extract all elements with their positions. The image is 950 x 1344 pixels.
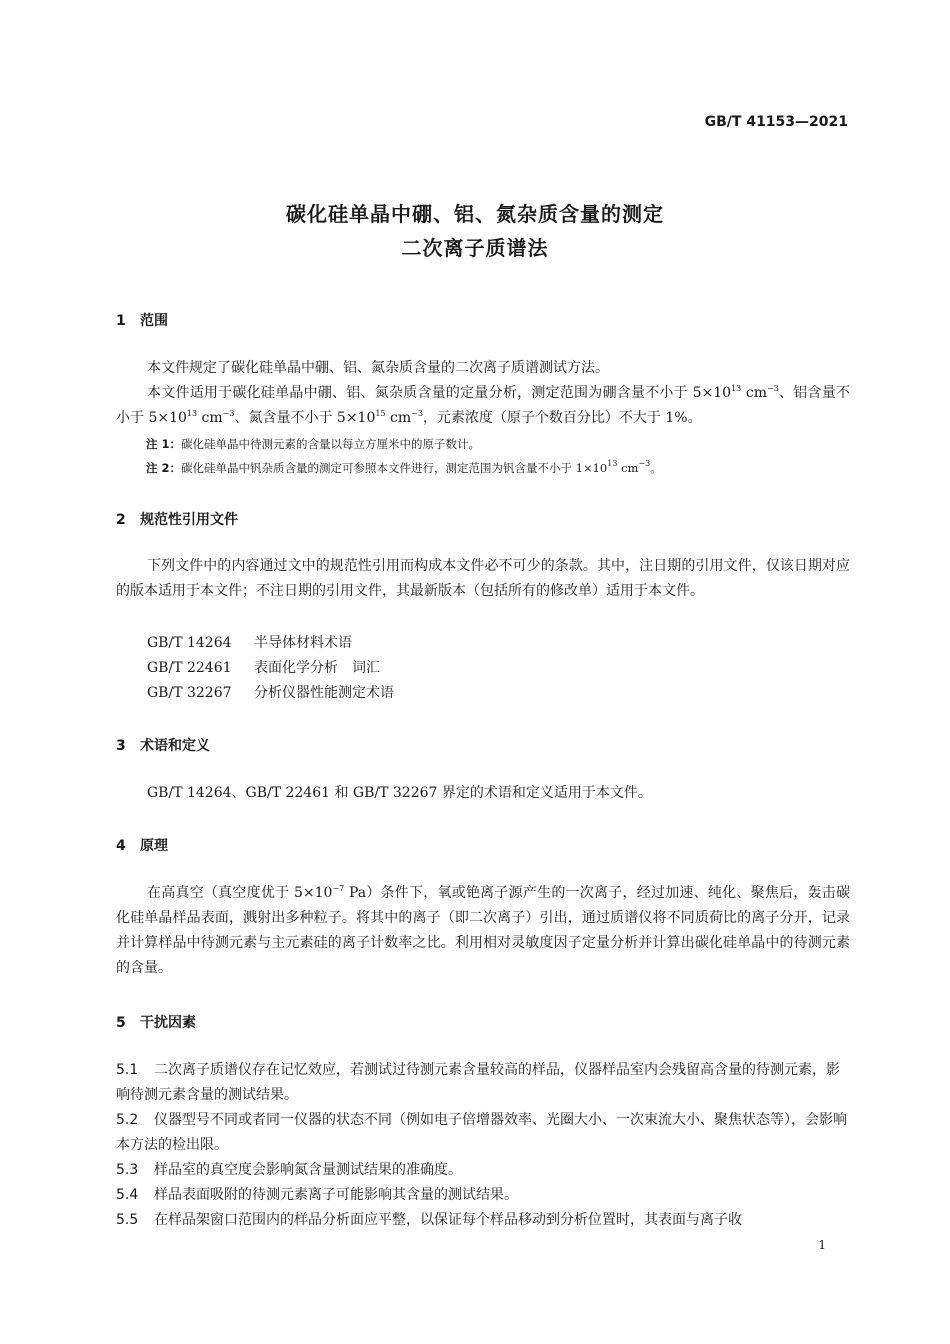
terms-paragraph: GB/T 14264、GB/T 22461 和 GB/T 32267 界定的术语和定义适用于本文件。 — [147, 785, 652, 801]
section-5-heading — [116, 1012, 196, 1032]
section-3-heading — [116, 735, 210, 755]
section-number: 3 — [116, 738, 126, 754]
clause-number: 5.4 — [116, 1187, 139, 1203]
reference-item — [147, 657, 380, 677]
clause-text: 二次离子质谱仪存在记忆效应，若测试过待测元素含量较高的样品，仪器样品室内会残留高含量的待测元素，影响待测元素含量的测试结果。 — [116, 1062, 840, 1103]
clause-number: 5.2 — [116, 1112, 139, 1128]
clause-text: 样品表面吸附的待测元素离子可能影响其含量的测试结果。 — [154, 1187, 518, 1203]
clause-text: 在样品架窗口范围内的样品分析面应平整，以保证每个样品移动到分析位置时，其表面与离子收 — [154, 1212, 742, 1228]
note-2: 注 2：碳化硅单晶中钒杂质含量的测定可参照本文件进行，测定范围为钒含量不小于 $1\times 10^{13}$ $cm^{-3}$。 — [146, 459, 662, 475]
standard-code: GB/T 41153—2021 — [704, 114, 848, 130]
section-title: 术语和定义 — [140, 738, 210, 754]
reference-code: GB/T 32267 — [147, 685, 232, 701]
section-number: 2 — [116, 512, 126, 528]
clause-number: 5.3 — [116, 1162, 139, 1178]
scope-paragraph-2: 本文件适用于碳化硅单晶中硼、铝、氮杂质含量的定量分析，测定范围为硼含量不小于 $5\times 10^{13}$ $cm^{-3}$、铝含量不小于 $5\times 10^{13}$ $cm^{-3}$、氮含量不小于 $5\times 10^{15}$ $cm^{-3}$，元素浓度（原子个数百分比）不大于 1%。 — [116, 384, 850, 426]
clause-number: 5.5 — [116, 1212, 139, 1228]
principle-paragraph: 在高真空（真空度优于 $5\times 10^{-7}$ Pa）条件下，氧或铯离子源产生的一次离子，经过加速、纯化、聚焦后，轰击碳化硅单晶样品表面，溅射出多种粒子。将其中的离子（即二次离子）引出，通过质谱仪将不同质荷比的离子分开，记录并计算样品中待测元素与主元素硅的离子计数率之比。利用相对灵敏度因子定量分析并计算出碳化硅单晶中的待测元素的含量。 — [116, 884, 850, 976]
section-2-heading — [116, 509, 238, 529]
clause-5-5 — [116, 1208, 850, 1233]
reference-item — [147, 682, 394, 702]
clause-5-3 — [116, 1158, 850, 1183]
scope-paragraph-1: 本文件规定了碳化硅单晶中硼、铝、氮杂质含量的二次离子质谱测试方法。 — [147, 360, 609, 376]
document-title: 碳化硅单晶中硼、铝、氮杂质含量的测定 — [286, 202, 664, 226]
section-number: 4 — [116, 838, 126, 854]
page-number: 1 — [818, 1238, 826, 1252]
section-title: 原理 — [140, 838, 168, 854]
normative-refs-paragraph: 下列文件中的内容通过文中的规范性引用而构成本文件必不可少的条款。其中，注日期的引用文件，仅该日期对应的版本适用于本文件；不注日期的引用文件，其最新版本（包括所有的修改单）适用于本文件。 — [116, 558, 850, 599]
section-title: 干扰因素 — [140, 1015, 196, 1031]
clause-5-2 — [116, 1108, 850, 1158]
note-1: 注 1：碳化硅单晶中待测元素的含量以每立方厘米中的原子数计。 — [146, 437, 481, 451]
reference-title: 半导体材料术语 — [254, 635, 352, 651]
section-1-heading — [116, 310, 168, 330]
section-title: 规范性引用文件 — [140, 512, 238, 528]
reference-title: 分析仪器性能测定术语 — [254, 685, 394, 701]
section-4-heading — [116, 835, 168, 855]
clause-text: 样品室的真空度会影响氮含量测试结果的准确度。 — [154, 1162, 462, 1178]
section-title: 范围 — [140, 313, 168, 329]
clause-5-1 — [116, 1058, 850, 1108]
reference-code: GB/T 14264 — [147, 635, 232, 651]
document-subtitle: 二次离子质谱法 — [401, 236, 549, 260]
section-number: 5 — [116, 1015, 126, 1031]
clause-text: 仪器型号不同或者同一仪器的状态不同（例如电子倍增器效率、光圈大小、一次束流大小、聚焦状态等），会影响本方法的检出限。 — [116, 1112, 847, 1153]
clause-5-4 — [116, 1183, 850, 1208]
reference-code: GB/T 22461 — [147, 660, 232, 676]
reference-item — [147, 632, 352, 652]
clause-number: 5.1 — [116, 1062, 139, 1078]
reference-title: 表面化学分析 词汇 — [254, 660, 380, 676]
section-number: 1 — [116, 313, 126, 329]
